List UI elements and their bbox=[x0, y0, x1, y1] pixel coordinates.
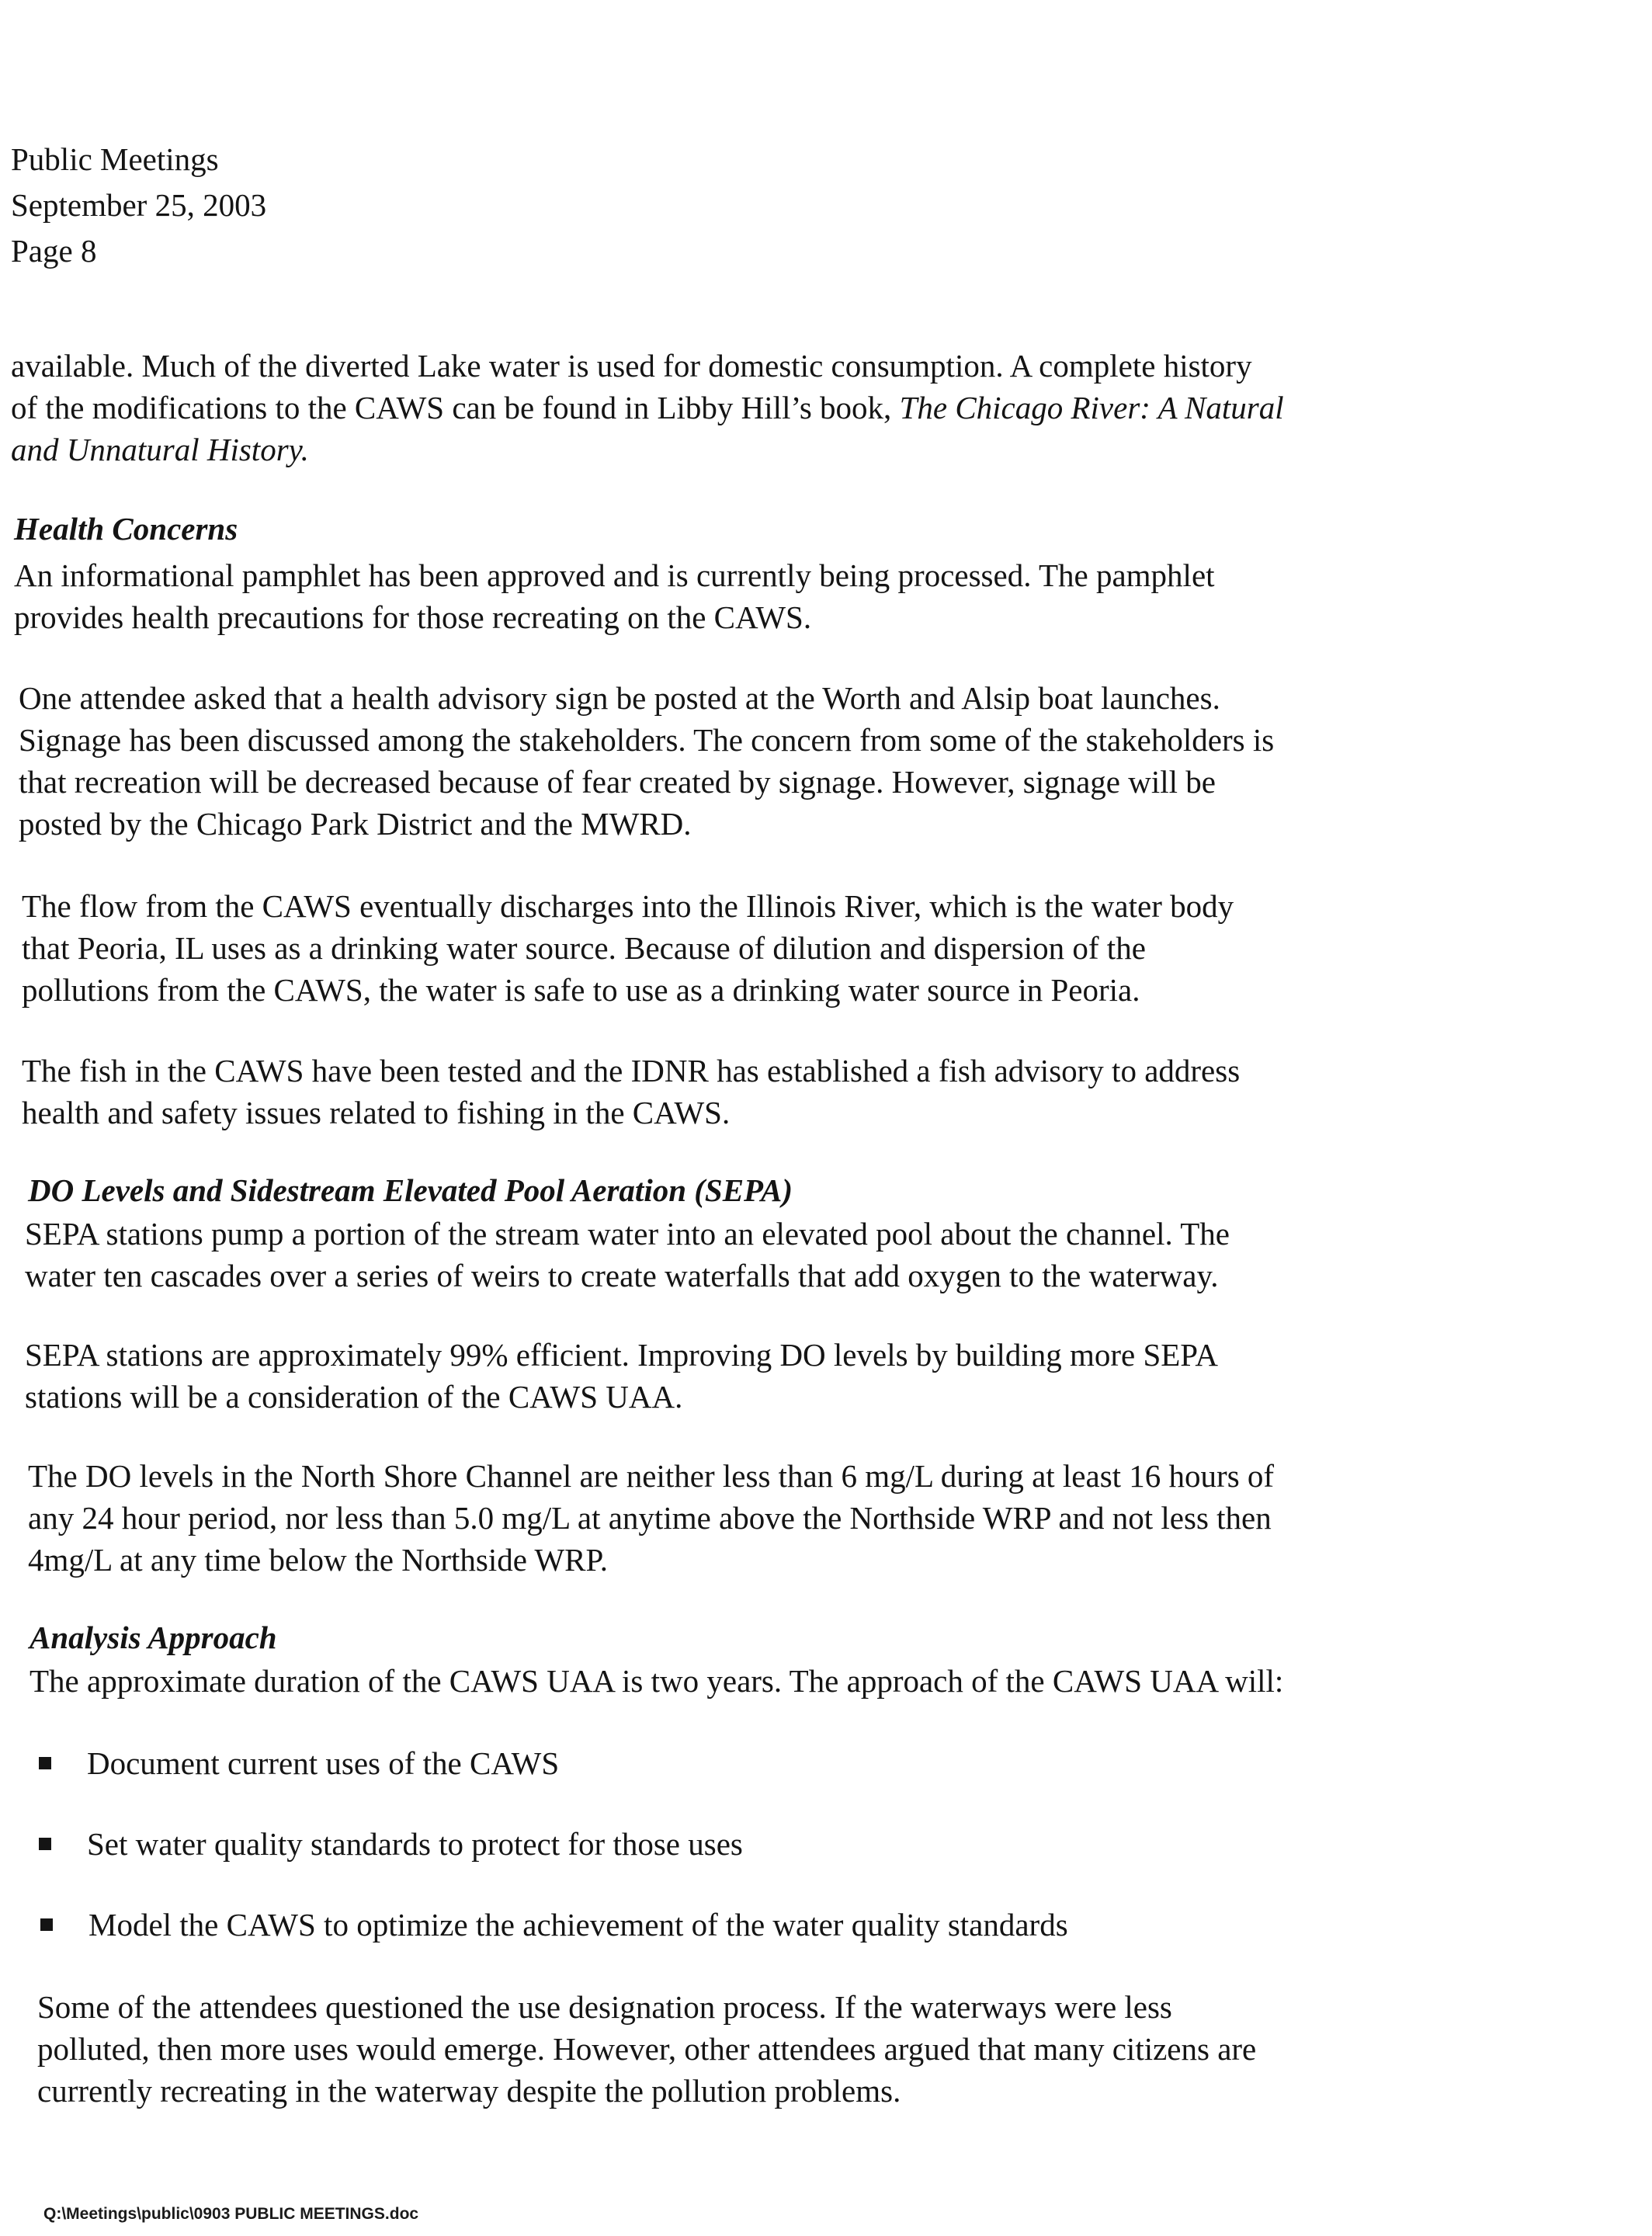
text-line: Signage has been discussed among the stakeholders. The concern from some of the stakeholders is bbox=[19, 722, 1275, 758]
text-line: provides health precautions for those recreating on the CAWS. bbox=[14, 599, 812, 635]
text-line: The approximate duration of the CAWS UAA is two years. The approach of the CAWS UAA will: bbox=[30, 1663, 1284, 1699]
text-line: polluted, then more uses would emerge. However, other attendees argued that many citizens are bbox=[37, 2031, 1257, 2067]
text-line: available. Much of the diverted Lake water is used for domestic consumption. A complete history bbox=[11, 348, 1252, 384]
list-item: Set water quality standards to protect for those uses bbox=[87, 1826, 743, 1862]
text-line: stations will be a consideration of the CAWS UAA. bbox=[25, 1379, 683, 1415]
footer-file-path: Q:\Meetings\public\0903 PUBLIC MEETINGS.doc bbox=[43, 2205, 419, 2223]
text-line: that recreation will be decreased because of fear created by signage. However, signage will be bbox=[19, 764, 1216, 800]
text-line bbox=[11, 387, 1486, 429]
book-title: The Chicago River: A Natural bbox=[899, 390, 1284, 425]
text-line: The flow from the CAWS eventually discharges into the Illinois River, which is the water body bbox=[22, 888, 1234, 924]
text-line: One attendee asked that a health advisory sign be posted at the Worth and Alsip boat launches. bbox=[19, 680, 1220, 716]
health-paragraph-2 bbox=[19, 677, 1494, 845]
analysis-paragraph-2 bbox=[37, 1986, 1512, 2112]
text-line: that Peoria, IL uses as a drinking water source. Because of dilution and dispersion of the bbox=[22, 930, 1146, 966]
health-paragraph-3 bbox=[22, 885, 1497, 1011]
list-item: Document current uses of the CAWS bbox=[87, 1745, 560, 1781]
text-line: health and safety issues related to fishing in the CAWS. bbox=[22, 1095, 731, 1130]
health-paragraph-4 bbox=[22, 1050, 1497, 1134]
text-line: SEPA stations pump a portion of the stream water into an elevated pool about the channel. The bbox=[25, 1216, 1230, 1252]
text-line: currently recreating in the waterway despite the pollution problems. bbox=[37, 2073, 901, 2109]
text-line: pollutions from the CAWS, the water is safe to use as a drinking water source in Peoria. bbox=[22, 972, 1140, 1008]
list-item: Model the CAWS to optimize the achievement of the water quality standards bbox=[88, 1907, 1068, 1943]
bullet-square-icon bbox=[40, 1918, 53, 1931]
text-line: water ten cascades over a series of weirs to create waterfalls that add oxygen to the waterway. bbox=[25, 1258, 1219, 1293]
text-line: An informational pamphlet has been approved and is currently being processed. The pamphlet bbox=[14, 557, 1215, 593]
health-paragraph-1 bbox=[14, 554, 1489, 638]
book-title-continued: and Unnatural History. bbox=[11, 432, 309, 467]
bullet-square-icon bbox=[39, 1838, 51, 1850]
do-paragraph-1 bbox=[25, 1213, 1500, 1297]
text-line: The fish in the CAWS have been tested and the IDNR has established a fish advisory to address bbox=[22, 1053, 1241, 1088]
section-heading-do-levels: DO Levels and Sidestream Elevated Pool Aeration (SEPA) bbox=[28, 1172, 793, 1208]
text-line: posted by the Chicago Park District and the MWRD. bbox=[19, 806, 692, 842]
section-heading-health: Health Concerns bbox=[14, 511, 238, 547]
text-line: The DO levels in the North Shore Channel are neither less than 6 mg/L during at least 16 hours of bbox=[28, 1458, 1275, 1494]
section-heading-analysis: Analysis Approach bbox=[30, 1620, 277, 1655]
text-line: SEPA stations are approximately 99% efficient. Improving DO levels by building more SEPA bbox=[25, 1337, 1218, 1373]
text-line: 4mg/L at any time below the Northside WRP. bbox=[28, 1542, 609, 1578]
page-header bbox=[11, 137, 266, 274]
text-line: any 24 hour period, nor less than 5.0 mg/L at anytime above the Northside WRP and not less then bbox=[28, 1500, 1272, 1536]
header-date: September 25, 2003 bbox=[11, 187, 267, 223]
do-paragraph-2 bbox=[25, 1334, 1500, 1418]
text-line: Some of the attendees questioned the use designation process. If the waterways were less bbox=[37, 1989, 1172, 2025]
do-paragraph-3 bbox=[28, 1455, 1503, 1581]
text-span: of the modifications to the CAWS can be found in Libby Hill’s book, bbox=[11, 390, 900, 425]
header-title: Public Meetings bbox=[11, 141, 219, 177]
analysis-paragraph-1 bbox=[30, 1660, 1504, 1702]
bullet-square-icon bbox=[39, 1757, 51, 1769]
header-page-number: Page 8 bbox=[11, 233, 97, 269]
intro-paragraph bbox=[11, 345, 1486, 470]
